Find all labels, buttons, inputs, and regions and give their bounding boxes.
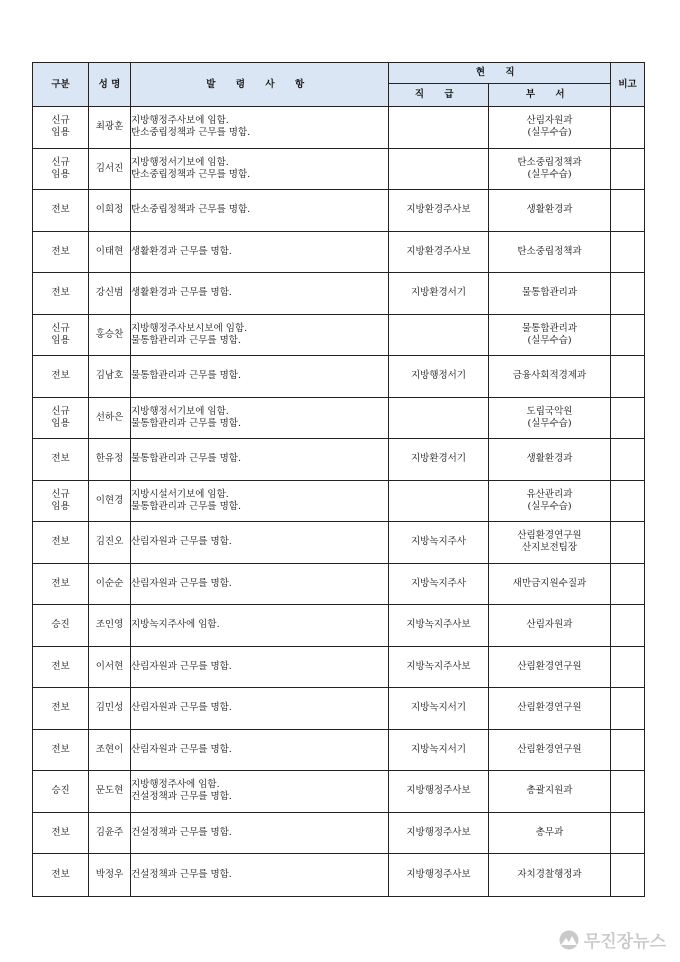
cell-order-line: 물통합관리과 근무를 명함. <box>131 370 242 382</box>
cell-dept-line: 도립국악원 <box>526 405 573 417</box>
cell-order-line: 지방시설서기보에 임함. <box>131 488 229 500</box>
cell-rank: 지방환경서기 <box>389 439 489 481</box>
cell-dept <box>489 854 611 897</box>
cell-dept <box>489 522 611 564</box>
cell-name: 조현이 <box>89 729 131 771</box>
cell-rank: 지방행정주사보 <box>389 812 489 854</box>
header-current-position: 현 직 <box>389 63 611 84</box>
cell-order <box>131 439 389 481</box>
table-row <box>33 812 645 854</box>
cell-dept-line: 총괄지원과 <box>526 785 573 797</box>
cell-type-line: 신규 <box>51 405 70 417</box>
personnel-order-table <box>32 62 645 897</box>
cell-order <box>131 273 389 315</box>
mountain-logo-icon <box>558 930 580 950</box>
cell-dept-line: (실무수습) <box>527 127 572 139</box>
cell-rank: 지방행정주사보 <box>389 771 489 813</box>
cell-order <box>131 771 389 813</box>
cell-order <box>131 812 389 854</box>
cell-rank <box>389 397 489 439</box>
cell-order-line: 산림자원과 근무를 명함. <box>131 536 232 548</box>
cell-dept-line: 물통합관리과 <box>521 322 578 334</box>
cell-order <box>131 107 389 149</box>
cell-dept-line: 유산관리과 <box>526 488 573 500</box>
cell-order-line: 탄소중립정책과 근무를 명함. <box>131 204 251 216</box>
cell-dept <box>489 646 611 688</box>
table-row <box>33 729 645 771</box>
cell-note <box>611 273 645 315</box>
cell-type <box>33 107 89 149</box>
table-row <box>33 439 645 481</box>
cell-type-line: 임용 <box>51 417 70 429</box>
cell-order-line: 산림자원과 근무를 명함. <box>131 660 232 672</box>
cell-note <box>611 148 645 190</box>
cell-type-line: 임용 <box>51 168 70 180</box>
cell-name: 김남호 <box>89 356 131 398</box>
cell-note <box>611 729 645 771</box>
cell-type <box>33 439 89 481</box>
cell-order-line: 건설정책과 근무를 명함. <box>131 791 232 803</box>
cell-order <box>131 729 389 771</box>
cell-note <box>611 397 645 439</box>
cell-note <box>611 854 645 897</box>
cell-order-line: 물통합관리과 근무를 명함. <box>131 453 242 465</box>
cell-note <box>611 646 645 688</box>
cell-order <box>131 563 389 605</box>
cell-name: 박정우 <box>89 854 131 897</box>
cell-note <box>611 231 645 273</box>
table-row <box>33 231 645 273</box>
cell-type <box>33 231 89 273</box>
header-rank: 직 급 <box>389 84 489 107</box>
table-row <box>33 107 645 149</box>
cell-dept-line: 생활환경과 <box>526 453 573 465</box>
cell-order-line: 물통합관리과 근무를 명함. <box>131 500 242 512</box>
cell-type <box>33 563 89 605</box>
cell-type <box>33 480 89 522</box>
table-row <box>33 148 645 190</box>
cell-type-line: 전보 <box>51 536 70 548</box>
cell-dept <box>489 688 611 730</box>
cell-dept-line: 산림환경연구원 <box>517 702 582 714</box>
cell-name: 선하은 <box>89 397 131 439</box>
cell-order <box>131 480 389 522</box>
cell-rank <box>389 314 489 356</box>
cell-type-line: 임용 <box>51 500 70 512</box>
cell-type <box>33 646 89 688</box>
cell-order <box>131 646 389 688</box>
cell-note <box>611 480 645 522</box>
cell-type-line: 전보 <box>51 826 70 838</box>
cell-rank <box>389 148 489 190</box>
cell-type-line: 전보 <box>51 660 70 672</box>
cell-type <box>33 314 89 356</box>
cell-dept <box>489 190 611 232</box>
cell-note <box>611 356 645 398</box>
cell-order-line: 물통합관리과 근무를 명함. <box>131 417 242 429</box>
cell-dept <box>489 771 611 813</box>
cell-order-line: 물통합관리과 근무를 명함. <box>131 334 242 346</box>
cell-dept-line: 산림환경연구원 <box>517 743 582 755</box>
cell-order <box>131 397 389 439</box>
cell-order <box>131 356 389 398</box>
cell-note <box>611 771 645 813</box>
cell-order-line: 생활환경과 근무를 명함. <box>131 287 232 299</box>
cell-name: 강신범 <box>89 273 131 315</box>
cell-dept <box>489 148 611 190</box>
cell-rank: 지방행정서기 <box>389 356 489 398</box>
cell-dept-line: 산림자원과 <box>526 619 573 631</box>
cell-type-line: 전보 <box>51 370 70 382</box>
cell-dept-line: 총무과 <box>535 826 564 838</box>
cell-order-line: 산림자원과 근무를 명함. <box>131 577 232 589</box>
cell-rank: 지방녹지주사 <box>389 563 489 605</box>
cell-type-line: 신규 <box>51 488 70 500</box>
cell-type-line: 전보 <box>51 702 70 714</box>
cell-type-line: 전보 <box>51 245 70 257</box>
cell-order-line: 지방행정서기보에 임함. <box>131 405 229 417</box>
cell-type-line: 임용 <box>51 334 70 346</box>
header-order: 발 령 사 항 <box>131 63 389 107</box>
cell-order <box>131 148 389 190</box>
cell-type <box>33 356 89 398</box>
cell-dept-line: (실무수습) <box>527 334 572 346</box>
table-row <box>33 190 645 232</box>
cell-dept-line: 산림자원과 <box>526 115 573 127</box>
cell-type <box>33 605 89 647</box>
header-note: 비고 <box>611 63 645 107</box>
cell-type <box>33 148 89 190</box>
cell-type-line: 신규 <box>51 156 70 168</box>
cell-note <box>611 439 645 481</box>
header-type: 구분 <box>33 63 89 107</box>
cell-rank: 지방녹지서기 <box>389 729 489 771</box>
cell-note <box>611 107 645 149</box>
cell-order-line: 산림자원과 근무를 명함. <box>131 743 232 755</box>
cell-type <box>33 190 89 232</box>
cell-order-line: 탄소중립정책과 근무를 명함. <box>131 127 251 139</box>
cell-type-line: 전보 <box>51 204 70 216</box>
cell-dept-line: 생활환경과 <box>526 204 573 216</box>
cell-name: 조인영 <box>89 605 131 647</box>
cell-rank <box>389 480 489 522</box>
cell-dept <box>489 356 611 398</box>
header-department: 부 서 <box>489 84 611 107</box>
cell-dept-line: 산림환경연구원 <box>517 530 582 542</box>
cell-name: 이태현 <box>89 231 131 273</box>
cell-order-line: 건설정책과 근무를 명함. <box>131 869 232 880</box>
cell-name: 김진오 <box>89 522 131 564</box>
cell-note <box>611 314 645 356</box>
table-row <box>33 356 645 398</box>
cell-type <box>33 397 89 439</box>
cell-order <box>131 605 389 647</box>
watermark <box>558 927 666 952</box>
cell-dept <box>489 812 611 854</box>
cell-order-line: 산림자원과 근무를 명함. <box>131 702 232 714</box>
cell-type <box>33 854 89 897</box>
cell-type-line: 신규 <box>51 115 70 127</box>
cell-type-line: 승진 <box>51 619 70 631</box>
cell-dept-line: 금융사회적경제과 <box>512 370 587 382</box>
cell-name: 김윤주 <box>89 812 131 854</box>
cell-dept <box>489 439 611 481</box>
cell-name: 최광훈 <box>89 107 131 149</box>
cell-name: 김민성 <box>89 688 131 730</box>
cell-type <box>33 729 89 771</box>
cell-order <box>131 314 389 356</box>
cell-note <box>611 605 645 647</box>
cell-dept <box>489 107 611 149</box>
cell-note <box>611 563 645 605</box>
cell-dept-line: 탄소중립정책과 <box>517 245 582 257</box>
cell-order-line: 생활환경과 근무를 명함. <box>131 245 232 257</box>
cell-order-line: 지방행정주사보시보에 임함. <box>131 322 248 334</box>
cell-note <box>611 688 645 730</box>
cell-dept <box>489 729 611 771</box>
table-row <box>33 771 645 813</box>
cell-order-line: 지방행정주사에 임함. <box>131 779 220 791</box>
cell-rank: 지방녹지주사보 <box>389 605 489 647</box>
cell-type-line: 전보 <box>51 577 70 589</box>
cell-dept-line: (실무수습) <box>527 168 572 180</box>
cell-type <box>33 771 89 813</box>
cell-dept <box>489 273 611 315</box>
cell-dept <box>489 231 611 273</box>
cell-order-line: 지방행정주사보에 임함. <box>131 115 229 127</box>
cell-type-line: 신규 <box>51 322 70 334</box>
cell-dept-line: 탄소중립정책과 <box>517 156 582 168</box>
cell-rank: 지방환경주사보 <box>389 231 489 273</box>
cell-dept <box>489 563 611 605</box>
cell-name: 문도현 <box>89 771 131 813</box>
cell-dept-line: 자치경찰행정과 <box>517 869 582 880</box>
cell-type-line: 전보 <box>51 453 70 465</box>
cell-rank: 지방녹지주사 <box>389 522 489 564</box>
cell-type-line: 승진 <box>51 785 70 797</box>
table-row <box>33 273 645 315</box>
table-row <box>33 854 645 897</box>
cell-dept-line: 새만금지원수질과 <box>512 577 587 589</box>
cell-dept-line: 산림환경연구원 <box>517 660 582 672</box>
table-row <box>33 480 645 522</box>
header-name: 성 명 <box>89 63 131 107</box>
cell-note <box>611 522 645 564</box>
cell-order <box>131 522 389 564</box>
cell-note <box>611 190 645 232</box>
cell-name: 이순순 <box>89 563 131 605</box>
cell-type-line: 전보 <box>51 869 70 880</box>
cell-order <box>131 854 389 897</box>
cell-type <box>33 273 89 315</box>
cell-dept-line: 물통합관리과 <box>521 287 578 299</box>
table-row <box>33 646 645 688</box>
cell-name: 김서진 <box>89 148 131 190</box>
cell-type <box>33 522 89 564</box>
cell-rank: 지방녹지서기 <box>389 688 489 730</box>
cell-rank: 지방행정주사보 <box>389 854 489 897</box>
cell-order-line: 지방녹지주사에 임함. <box>131 619 220 631</box>
cell-rank: 지방녹지주사보 <box>389 646 489 688</box>
cell-type-line: 전보 <box>51 743 70 755</box>
cell-name: 이현경 <box>89 480 131 522</box>
cell-dept-line: (실무수습) <box>527 500 572 512</box>
cell-dept <box>489 397 611 439</box>
cell-order <box>131 231 389 273</box>
cell-order <box>131 688 389 730</box>
cell-order <box>131 190 389 232</box>
table-row <box>33 688 645 730</box>
cell-type-line: 임용 <box>51 127 70 139</box>
cell-type <box>33 812 89 854</box>
cell-name: 이희정 <box>89 190 131 232</box>
cell-dept <box>489 480 611 522</box>
table-body <box>33 107 645 897</box>
cell-note <box>611 812 645 854</box>
table-header <box>33 63 645 107</box>
cell-dept <box>489 605 611 647</box>
table-row <box>33 605 645 647</box>
cell-order-line: 건설정책과 근무를 명함. <box>131 826 232 838</box>
table-row <box>33 314 645 356</box>
cell-order-line: 탄소중립정책과 근무를 명함. <box>131 168 251 180</box>
cell-dept-line: (실무수습) <box>527 417 572 429</box>
cell-rank: 지방환경주사보 <box>389 190 489 232</box>
cell-rank <box>389 107 489 149</box>
table-row <box>33 397 645 439</box>
cell-type <box>33 688 89 730</box>
cell-name: 한유정 <box>89 439 131 481</box>
cell-name: 이서현 <box>89 646 131 688</box>
table-row <box>33 522 645 564</box>
cell-order-line: 지방행정서기보에 임함. <box>131 156 229 168</box>
table-row <box>33 563 645 605</box>
watermark-text: 무진장뉴스 <box>583 932 666 952</box>
cell-dept-line: 산지보전팀장 <box>521 542 578 554</box>
cell-dept <box>489 314 611 356</box>
cell-rank: 지방환경서기 <box>389 273 489 315</box>
cell-type-line: 전보 <box>51 287 70 299</box>
cell-name: 홍승찬 <box>89 314 131 356</box>
